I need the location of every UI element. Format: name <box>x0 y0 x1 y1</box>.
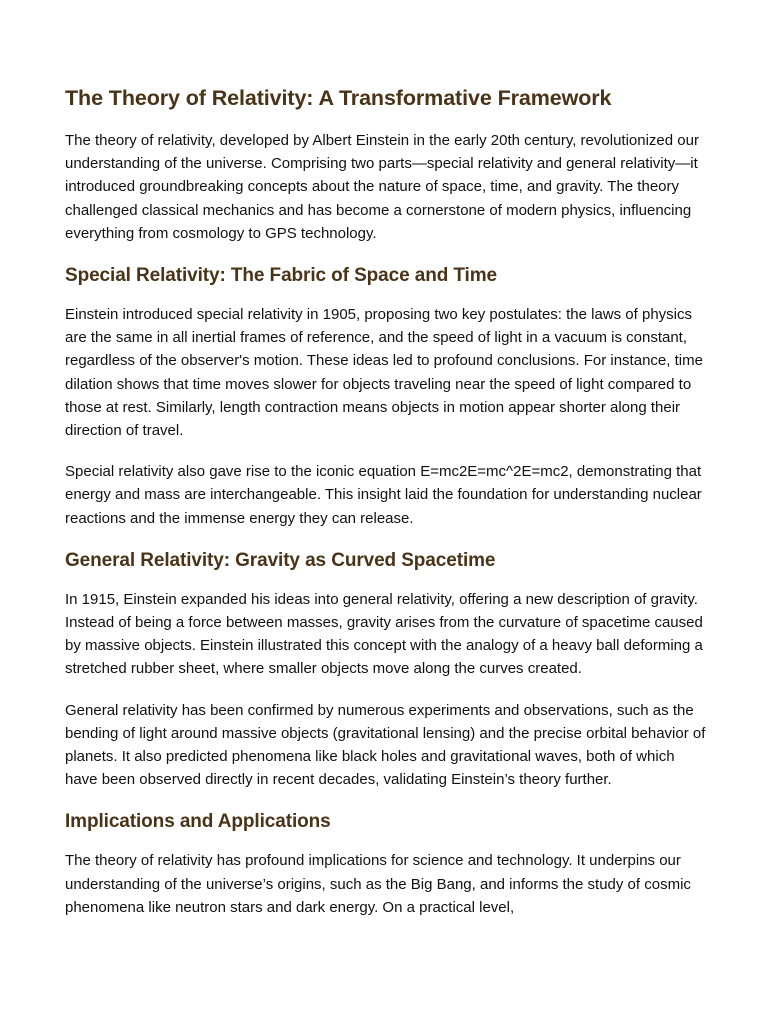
section-paragraph: Einstein introduced special relativity in 1905, proposing two key postulates: the laws of physics are the same in all inertial frames of reference, and the speed of light in a vacuum is constant, regardless of the observer's motion. These ideas led to profound conclusions. For instance, time dilation shows that time moves slower for objects traveling near the speed of light compared to those at rest. Similarly, length contraction means objects in motion appear shorter along their direction of travel. <box>65 306 703 440</box>
section-paragraph: In 1915, Einstein expanded his ideas into general relativity, offering a new description of gravity. Instead of being a force between masses, gravity arises from the curvature of spacetime caused by massive objects. Einstein illustrated this concept with the analogy of a heavy ball deforming a stretched rubber sheet, where smaller objects move along the curves created. <box>65 590 703 678</box>
document-title: The Theory of Relativity: A Transformative Framework <box>65 86 612 110</box>
section-heading: General Relativity: Gravity as Curved Spacetime <box>65 549 496 571</box>
section-paragraph: The theory of relativity has profound implications for science and technology. It underpins our understanding of the universe’s origins, such as the Big Bang, and informs the study of cosmic phenomena like neutron stars and dark energy. On a practical level, <box>65 852 691 916</box>
document-page <box>65 84 710 937</box>
section-heading: Implications and Applications <box>65 811 331 833</box>
section-special-relativity <box>65 263 710 530</box>
section-paragraph: General relativity has been confirmed by numerous experiments and observations, such as the bending of light around massive objects (gravitational lensing) and the precise orbital behavior of planets. It also predicted phenomena like black holes and gravitational waves, both of which have been observed directly in recent decades, validating Einstein’s theory further. <box>65 701 706 789</box>
intro-paragraph: The theory of relativity, developed by Albert Einstein in the early 20th century, revolutionized our understanding of the universe. Comprising two parts—special relativity and general relativity—it introduced groundbreaking concepts about the nature of space, time, and gravity. The theory challenged classical mechanics and has become a cornerstone of modern physics, influencing everything from cosmology to GPS technology. <box>65 132 699 242</box>
section-general-relativity <box>65 548 710 792</box>
section-implications <box>65 809 710 919</box>
section-heading: Special Relativity: The Fabric of Space and Time <box>65 265 497 287</box>
section-paragraph: Special relativity also gave rise to the iconic equation E=mc2E=mc^2E=mc2, demonstrating that energy and mass are interchangeable. This insight laid the foundation for understanding nuclear reactions and the immense energy they can release. <box>65 463 702 527</box>
